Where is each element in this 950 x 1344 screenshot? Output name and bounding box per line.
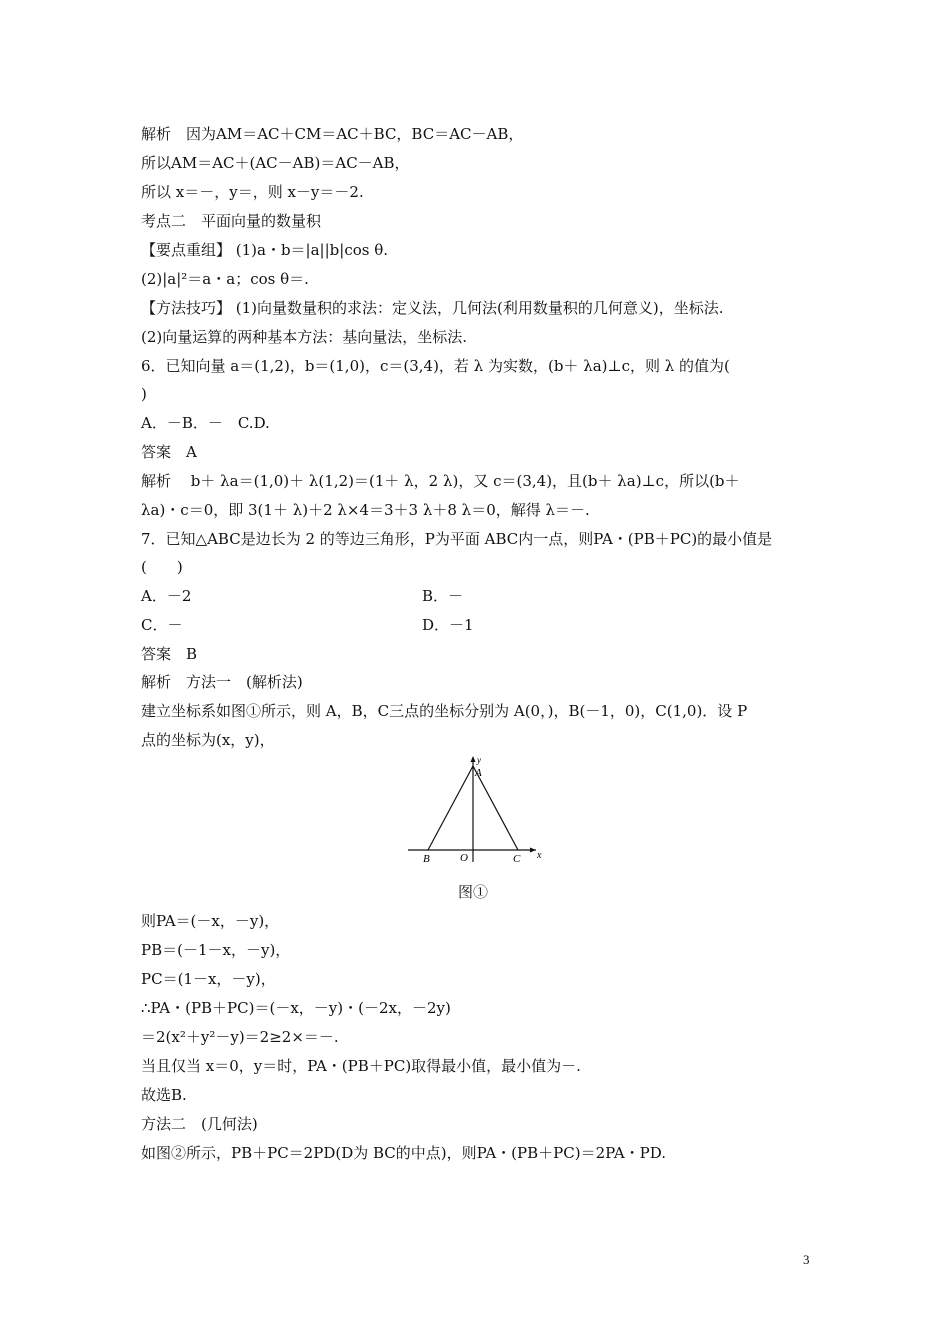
question-6-line-1: 6．已知向量 a＝(1,2)，b＝(1,0)，c＝(3,4)，若 λ 为实数，(b＋ λa)⊥c，则 λ 的值为( [141,357,730,375]
label-c: C [513,853,521,865]
label-a: A [475,767,482,779]
key-points-line-1: 【要点重组】 (1)a・b＝|a||b|cos θ. [141,241,389,259]
solution-6-line-2: λa)・c＝0，即 3(1＋ λ)＋2 λ×4＝3＋3 λ＋8 λ＝0，解得 λ＝－. [141,501,590,519]
label-x: x [537,850,542,861]
derivation-line-1: 则PA＝(－x，－y)， [141,912,280,930]
solution-7-line-2: 点的坐标为(x，y)， [141,731,275,749]
option-c: C．－ [141,616,183,634]
x-axis-arrow [530,848,536,853]
method-2-title: 方法二 (几何法) [141,1115,258,1133]
derivation-line-6: 当且仅当 x＝0，y＝时，PA・(PB＋PC)取得最小值，最小值为－. [141,1057,581,1075]
question-6-answer: 答案 A [141,443,197,461]
option-d: D．－1 [422,616,474,634]
label-y: y [477,755,481,765]
question-7-line-1: 7．已知△ABC是边长为 2 的等边三角形，P为平面 ABC内一点，则PA・(PB＋PC)的最小值是 [141,530,773,548]
page-number: 3 [803,1252,810,1267]
derivation-line-2: PB＝(－1－x，－y)， [141,941,291,959]
side-ab [428,766,473,850]
question-6-line-2: ) [141,385,147,403]
method-2-line-1: 如图②所示，PB＋PC＝2PD(D为 BC的中点)，则PA・(PB＋PC)＝2PA・PD. [141,1144,667,1162]
question-6-options: A．－B．－ C.D. [141,414,270,432]
solution-6-line-1: 解析 b＋ λa＝(1,0)＋ λ(1,2)＝(1＋ λ，2 λ)，又 c＝(3,4)，且(b＋ λa)⊥c，所以(b＋ [141,472,740,490]
option-a: A．－2 [141,587,192,605]
label-o: O [460,852,468,864]
figure-caption: 图① [458,883,489,901]
method-tips-line-1: 【方法技巧】 (1)向量数量积的求法：定义法，几何法(利用数量积的几何意义)，坐标法. [141,299,724,317]
method-tips-line-2: (2)向量运算的两种基本方法：基向量法，坐标法. [141,328,468,346]
question-7-answer: 答案 B [141,645,198,663]
derivation-line-3: PC＝(1－x，－y)， [141,970,276,988]
question-7-line-2: ( ) [141,558,183,576]
option-b: B．－ [422,587,464,605]
section-heading: 考点二 平面向量的数量积 [141,212,322,230]
solution-5-line-1: 解析 因为AM＝AC＋CM＝AC＋BC，BC＝AC－AB， [141,125,524,143]
solution-7-method-1-title: 解析 方法一 (解析法) [141,673,303,691]
solution-7-line-1: 建立坐标系如图①所示，则 A，B，C三点的坐标分别为 A(0，)，B(－1，0)，C(1,0)．设 P [141,702,748,720]
y-axis-arrow [471,756,476,762]
derivation-line-7: 故选B. [141,1086,187,1104]
solution-5-line-3: 所以 x＝－，y＝，则 x－y＝－2. [141,183,364,201]
label-b: B [423,853,430,865]
solution-5-line-2: 所以AM＝AC＋(AC－AB)＝AC－AB， [141,154,410,172]
key-points-line-2: (2)|a|²＝a・a；cos θ＝. [141,270,309,288]
coordinate-triangle-figure [400,752,550,867]
derivation-line-5: ＝2(x²＋y²－y)＝2≥2×＝－. [141,1028,339,1046]
derivation-line-4: ∴PA・(PB＋PC)＝(－x，－y)・(－2x，－2y) [141,999,451,1017]
